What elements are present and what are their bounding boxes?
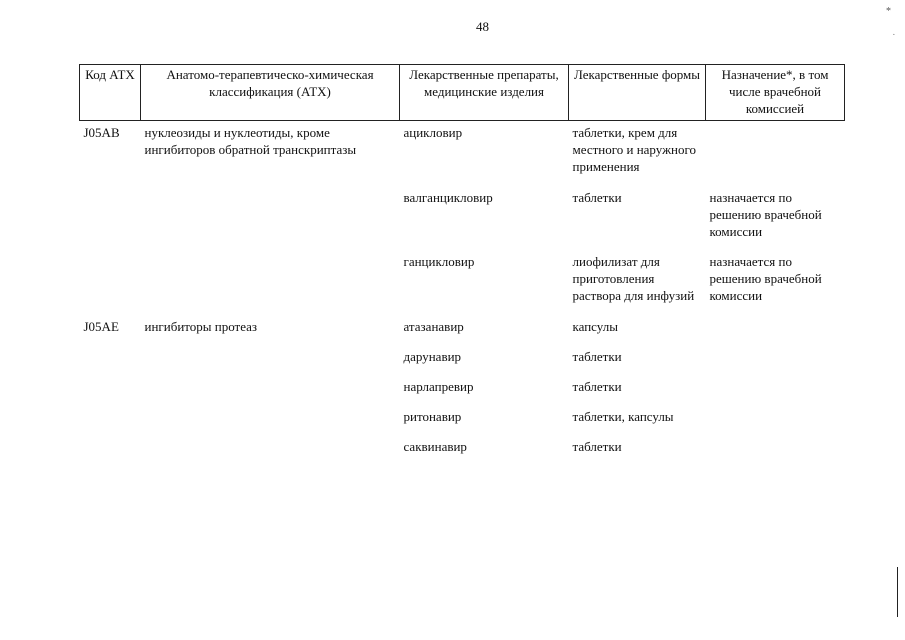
corner-mark-dot: . [892,27,895,37]
cell-classification [141,408,400,425]
cell-classification [141,348,400,365]
cell-drug: саквинавир [403,439,467,454]
cell-code [80,348,141,365]
cell-note [706,438,845,455]
header-code: Код АТХ [80,65,141,121]
cell-note [706,378,845,395]
cell-form: таблетки [572,190,622,205]
cell-code [80,253,141,304]
cell-form: капсулы [572,319,618,334]
corner-mark: * [886,6,891,17]
cell-note: назначается по решению врачебной комиссии [709,254,822,303]
table-row [80,318,845,335]
cell-code: J05AE [83,319,119,334]
page-number: 48 [476,19,489,34]
header-row [80,65,845,121]
cell-form: таблетки, капсулы [572,409,674,424]
cell-code [80,438,141,455]
scan-edge-line [897,567,898,617]
table-header [80,65,845,121]
cell-drug: ганцикловир [403,254,475,269]
header-classification: Анатомо-терапевтическо-химическая классификация (АТХ) [141,65,400,121]
cell-drug: нарлапревир [403,379,474,394]
cell-code [80,378,141,395]
cell-note [706,124,845,175]
cell-code: J05AB [83,125,120,140]
cell-note [706,408,845,425]
cell-classification: ингибиторы протеаз [144,319,258,334]
cell-drug: дарунавир [403,349,462,364]
header-form: Лекарственные формы [569,65,706,121]
cell-classification [141,189,400,240]
cell-drug: валганцикловир [403,190,493,205]
cell-classification [141,378,400,395]
table-row [80,438,845,455]
table-row [80,189,845,240]
cell-drug: ацикловир [403,125,463,140]
cell-form: таблетки [572,349,622,364]
cell-drug: атазанавир [403,319,464,334]
cell-classification [141,438,400,455]
cell-note [706,348,845,365]
cell-form: таблетки [572,379,622,394]
header-note: Назначение*, в том числе врачебной комиссией [706,65,845,121]
table-row [80,124,845,175]
table-row [80,253,845,304]
cell-note [706,318,845,335]
table-row [80,378,845,395]
cell-drug: ритонавир [403,409,462,424]
cell-form: лиофилизат для приготовления раствора для инфузий [572,254,695,303]
table-row [80,348,845,365]
cell-code [80,408,141,425]
header-drug: Лекарственные препараты, медицинские изделия [400,65,569,121]
cell-classification: нуклеозиды и нуклеотиды, кроме ингибиторов обратной транскриптазы [144,125,357,157]
cell-form: таблетки, крем для местного и наружного применения [572,125,697,174]
table-body [80,121,845,456]
cell-classification [141,253,400,304]
cell-code [80,189,141,240]
cell-note: назначается по решению врачебной комиссии [709,190,822,239]
table-row [80,408,845,425]
atx-table [79,64,845,455]
cell-form: таблетки [572,439,622,454]
